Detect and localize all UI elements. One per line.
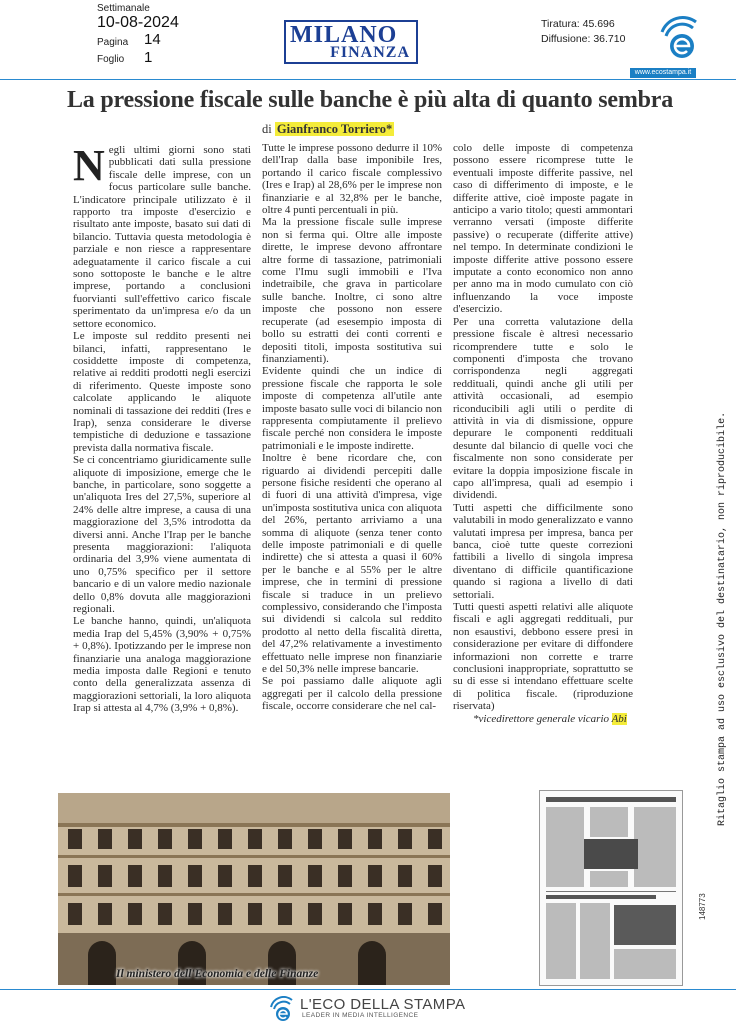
sheet-number: 1 [144,49,153,66]
article-headline: La pressione fiscale sulle banche è più alta di quanto sembra [66,87,674,113]
header-divider [0,79,736,80]
paragraph: colo delle imposte di competenza possono essere ricomprese tutte le eventuali imposte differite passive, nel caso di differimento di imposte, e le differite attive, cioè imposte pagate in anticipo a vario titolo; questi ammontari verranno versati (imposte differite passive) o recuperate (differite attive) nel tempo. In determinate condizioni le imposte differite attive possono essere imputate a conto economico non anno per anno ma in modo cumulato con ciò influenzando la voce imposte d'esercizio. [453,142,633,316]
publication-logo-line2: FINANZA [330,44,410,61]
paragraph [73,141,251,330]
clip-code: 148773 [698,893,707,920]
paragraph: Evidente quindi che un indice di pressione fiscale che rapporta le sole imposte di competenza all'utile ante imposte basato sulle voci di bilancio non rappresenta compiutamente il prelievo fiscale perché non considera le imposte patrimoniali e le imposte indirette. [262,365,442,452]
footnote-text: *vicedirettore generale vicario [473,712,612,725]
drop-cap: N [73,141,105,190]
publication-logo [284,20,418,64]
paragraph: Le imposte sul reddito presenti nei bilanci, infatti, rappresentano le cosiddette imposte di competenza, relative ai redditi prodotti negli esercizi di riferimento. Queste imposte sono calcolate applicando le aliquote nominali di tassazione dei redditi (Ires e Irap), senza considerare le diverse tempistiche di deduzione e tassazione prevista dalla normativa fiscale. [73,330,251,454]
site-url[interactable]: www.ecostampa.it [630,68,696,78]
frequency-label: Settimanale [97,3,150,14]
article-column-2 [262,142,442,713]
paragraph: Tutte le imprese possono dedurre il 10% dell'Irap dalla base imponibile Ires, portando il carico fiscale complessivo (Ires e Irap) al 28,6% per le imprese non finanziarie e al 32,8% per le banche, oltre 4 punti percentuali in più. [262,142,442,217]
ecostampa-e-icon [268,996,296,1022]
footer-brand: L'ECO DELLA STAMPA [300,996,466,1013]
circulation-figure: Tiratura: 45.696 [541,18,615,30]
sheet-label: Foglio [97,54,125,65]
author-footnote [453,713,633,725]
paragraph: Tutti aspetti che difficilmente sono valutabili in modo generalizzato e vanno valutati impresa per impresa, banca per banca, cioè tutte queste correzioni fattibili a livello di singola impresa diventano di difficile quantificazione quando si ragiona a livello di dati settoriali. [453,501,633,601]
paragraph: Ma la pressione fiscale sulle imprese non si ferma qui. Oltre alle imposte dirette, le imprese devono affrontare altre forme di tassazione, patrimoniali come l'Imu sugli immobili e l'Iva indetraibile, che grava in particolare sulle banche. Inoltre, ci sono altre imposte che possono non essere recuperate (ad esesempio imposta di bollo su estratti dei conti correnti e depositi titoli, imposta sostitutiva sui finanziamenti). [262,216,442,365]
footer-divider [0,989,736,990]
paragraph: Le banche hanno, quindi, un'aliquota media Irap del 5,45% (3,90% + 0,75% + 0,8%). Ipotizzando per le imprese non finanziarie una analoga maggiorazione media imposta dalle Regioni e tenuto conto della generalizzata assenza di maggiorazioni settoriali, la loro aliquota Irap si attesta al 4,7% (3,9% + 0,8%). [73,615,251,715]
issue-date: 10-08-2024 [97,14,179,31]
paragraph: Tutti questi aspetti relativi alle aliquote fiscali e agli aggregati reddituali, pur non esaustivi, debbono essere presi in considerazione per evitare di diffondere informazioni non corrette e trarre conclusioni inappropriate, soprattutto se su di esse si intendano effettuare scelte di politica fiscale. (riproduzione riservata) [453,601,633,713]
article-column-1 [73,141,251,715]
page-label: Pagina [97,37,129,48]
paragraph: Inoltre è bene ricordare che, con riguardo ai dividendi percepiti dalle persone fisiche residenti che operano al di fuori di una attività d'impresa, vige un'imposta sostitutiva unica con aliquota del 26%, pertanto arriviamo a una somma di aliquote (senza tener conto delle imposte patrimoniali e di quelle indirette) che si attesta a quasi il 60% per le banche e al 55% per le altre imprese, che in termini di pressione fiscale si traduce in un prelievo complessivo, considerando che l'imposta sui dividendi si calcola sul reddito prodotto al netto della fiscalità diretta, del 47,2% relativamente a investimento effettuato nelle imprese non finanziarie e del 50,3% nelle imprese bancarie. [262,452,442,676]
page-thumbnail [539,790,683,986]
footnote-highlight: Abi [611,712,627,725]
article-column-3 [453,142,633,725]
publication-logo-line1: MILANO [290,22,398,48]
reproduction-notice: Ritaglio stampa ad uso esclusivo del destinatario, non riproducibile. [717,411,728,826]
paragraph: Se poi passiamo dalle aliquote agli aggregati per il calcolo della pressione fiscale, occorre considerare che nel cal- [262,675,442,713]
paragraph: Se ci concentriamo giuridicamente sulle aliquote di imposizione, emerge che le banche, in particolare, sono soggette a un'aliquota Ires del 27,5%, superiore al 24% delle altre imprese, a causa di una maggiorazione del 3,5% introdotta da diversi anni. Anche l'Irap per le banche presenta maggiorazioni: l'aliquota ordinaria del 3,9% viene aumentata di uno 0,75% specifico per il settore bancario e di un valore medio nazionale dello 0,8% dovuta alle maggiorazioni regionali. [73,454,251,616]
ecostampa-e-icon [656,14,702,60]
distribution-figure: Diffusione: 36.710 [541,33,626,45]
byline-prefix: di [262,122,275,136]
ecostampa-footer-logo [268,996,468,1022]
author-name: Gianfranco Torriero* [276,122,393,136]
page-number: 14 [144,31,161,48]
paragraph: Per una corretta valutazione della pressione fiscale è altresì necessario ricomprendere tutte e solo le componenti d'imposta che trovano corrispondenza negli aggregati reddituali, quindi anche gli utili per attività occasionali, ad esempio riconducibili agli utili o perdite di attività in via di dismissione, oppure depurare le componenti reddituali desunte dal bilancio di quelle voci che fiscalmente non sono considerate per evitare la doppia imposizione fiscale in capo all'impresa, quali ad esempio i dividendi. [453,315,633,502]
intro-text: egli ultimi giorni sono stati pubblicati dati sulla pressione fiscale delle imprese, con un focus particolare sulle banche. L'indicatore principale utilizzato è il rapporto tra imposte d'esercizio e risultato ante imposte, basato sui dati di bilancio. Tuttavia questa metodologia è parziale e non riesce a rappresentare adeguatamente il carico fiscale a cui sono sottoposte le banche e le altre imprese, portando a conclusioni fuorvianti sull'effettivo carico fiscale sperimentato da un'impresa e/o da un settore economico. [73,144,251,330]
article-byline [262,122,394,137]
footer-tagline: LEADER IN MEDIA INTELLIGENCE [302,1012,419,1019]
photo-caption: Il ministero dell'Economia e delle Finanze [116,968,319,980]
ministry-building-photo [58,793,450,985]
